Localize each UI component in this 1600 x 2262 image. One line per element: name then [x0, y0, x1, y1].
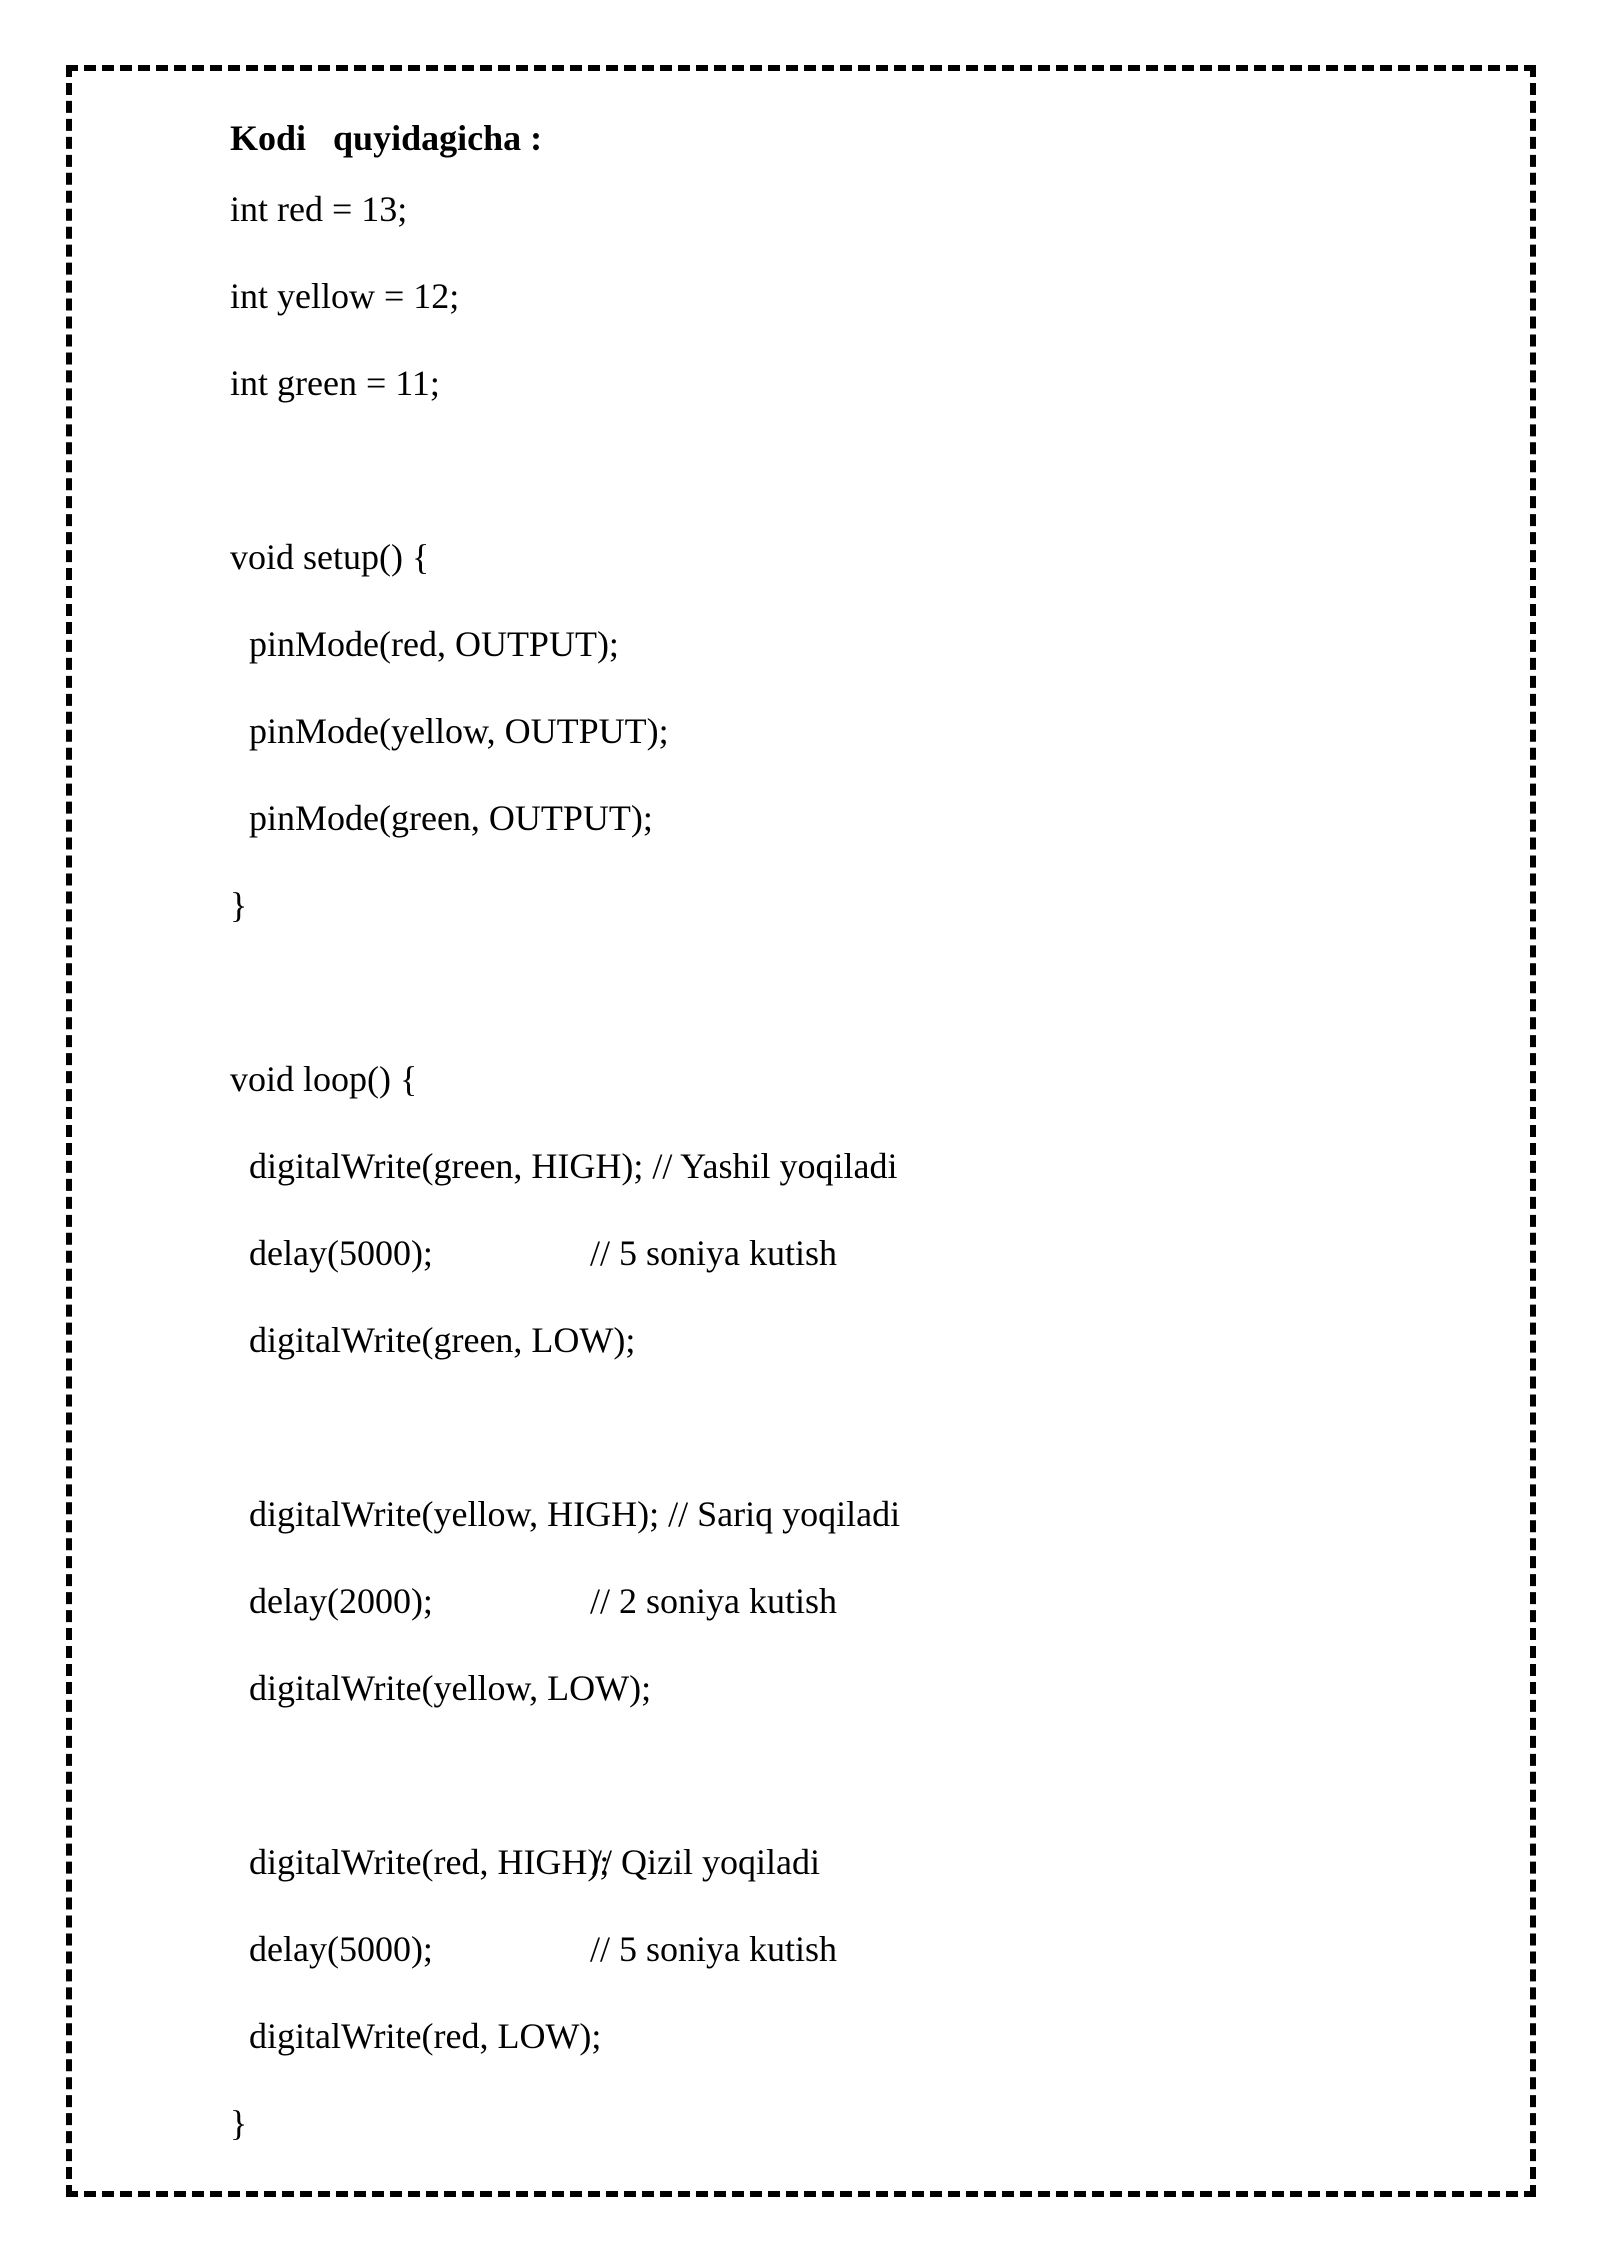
code-text: }	[230, 885, 248, 925]
code-text: void setup() {	[230, 537, 430, 577]
code-text: digitalWrite(yellow, LOW);	[249, 1668, 652, 1708]
code-line	[230, 1036, 1480, 1123]
code-text: pinMode(red, OUTPUT);	[249, 624, 619, 664]
code-block	[230, 166, 1480, 2167]
code-line	[230, 601, 1480, 688]
code-text: digitalWrite(red, HIGH);	[249, 1842, 610, 1882]
document-content	[230, 110, 1480, 2167]
code-text: pinMode(yellow, OUTPUT);	[249, 711, 669, 751]
code-line	[230, 2080, 1480, 2167]
code-text: delay(2000);	[249, 1581, 433, 1621]
code-line	[230, 166, 1480, 253]
code-comment: // Qizil yoqiladi	[592, 1842, 820, 1882]
code-heading: Kodi quyidagicha :	[230, 118, 543, 158]
blank-line	[230, 1384, 1480, 1471]
code-line	[230, 1993, 1480, 2080]
code-line	[230, 1645, 1480, 1732]
code-text: delay(5000);	[249, 1929, 433, 1969]
code-line	[230, 253, 1480, 340]
code-text: digitalWrite(green, HIGH); // Yashil yoqiladi	[249, 1146, 898, 1186]
code-text: }	[230, 2103, 248, 2143]
code-line	[230, 862, 1480, 949]
code-text: pinMode(green, OUTPUT);	[249, 798, 653, 838]
code-line	[230, 1210, 1480, 1297]
code-line	[230, 514, 1480, 601]
code-line	[230, 1906, 1480, 1993]
code-line	[230, 1558, 1480, 1645]
blank-line	[230, 949, 1480, 1036]
code-text: int green = 11;	[230, 363, 440, 403]
code-line	[230, 340, 1480, 427]
code-comment: // 2 soniya kutish	[590, 1581, 838, 1621]
blank-line	[230, 427, 1480, 514]
code-text: int red = 13;	[230, 189, 408, 229]
code-line	[230, 688, 1480, 775]
blank-line	[230, 1732, 1480, 1819]
code-text: void loop() {	[230, 1059, 418, 1099]
code-line	[230, 775, 1480, 862]
code-line	[230, 1123, 1480, 1210]
code-text: int yellow = 12;	[230, 276, 460, 316]
code-comment: // 5 soniya kutish	[590, 1929, 838, 1969]
code-text: digitalWrite(green, LOW);	[249, 1320, 636, 1360]
code-line	[230, 1297, 1480, 1384]
code-comment: // 5 soniya kutish	[590, 1233, 838, 1273]
code-line	[230, 1471, 1480, 1558]
code-line	[230, 1819, 1480, 1906]
code-text: digitalWrite(yellow, HIGH); // Sariq yoqiladi	[249, 1494, 901, 1534]
code-text: delay(5000);	[249, 1233, 433, 1273]
code-text: digitalWrite(red, LOW);	[249, 2016, 602, 2056]
